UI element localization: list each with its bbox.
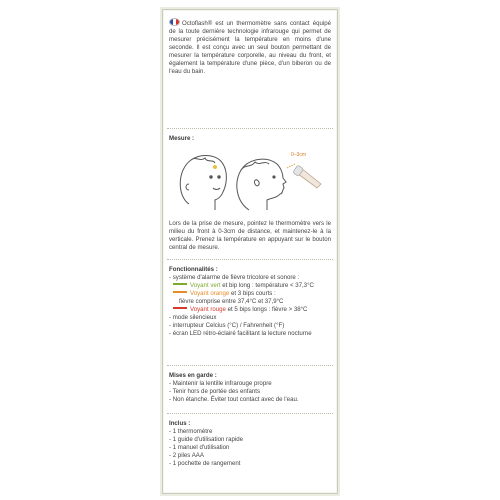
- french-flag-icon: [169, 18, 180, 26]
- feature-unit-switch: - interrupteur Celcius (°C) / Fahrenheit (°F): [169, 322, 285, 329]
- measurement-illustration: [171, 144, 331, 216]
- thermometer-icon: [293, 165, 321, 188]
- list-item: - 1 manuel d'utilisation: [169, 444, 230, 451]
- green-label: Voyant vert: [190, 282, 221, 289]
- list-item: - 1 guide d'utilisation rapide: [169, 436, 243, 443]
- feature-led-screen: - écran LED rétro-éclairé facilitant la lecture nocturne: [169, 330, 312, 337]
- child-profile-icon: [237, 159, 286, 210]
- divider: [167, 365, 333, 366]
- divider: [167, 259, 333, 260]
- distance-label: 0–3cm: [291, 152, 307, 158]
- fonctionnalites-title: Fonctionnalités :: [169, 266, 218, 273]
- forehead-target-icon: [213, 165, 217, 169]
- inclus-section: [169, 420, 331, 468]
- divider: [167, 128, 333, 129]
- list-item: - Tenir hors de portée des enfants: [169, 388, 261, 395]
- feature-alarm: - système d'alarme de fièvre tricolore et sonore :: [169, 274, 300, 281]
- inclus-title: Inclus :: [169, 420, 191, 427]
- brand-name: Octoflash®: [182, 20, 213, 27]
- orange-label: Voyant orange: [190, 290, 230, 297]
- red-bar-icon: [173, 307, 187, 309]
- intro-text: est un thermomètre sans contact équipé de la toute dernière technologie infrarouge qui permet de mesurer précisément la température en moins d'une seconde. Il est conçu avec un seul bouton permettant de mesurer la température corporelle, au niveau du front, et également la température d'une pièce, d'un biberon ou de l'eau du bain.: [169, 20, 332, 75]
- feature-orange-light: [169, 290, 331, 298]
- red-label: Voyant rouge: [190, 306, 226, 313]
- list-item: - 1 pochette de rangement: [169, 460, 241, 467]
- orange-bar-icon: [173, 291, 187, 293]
- red-text: et 5 bips longs : fièvre > 38°C: [227, 306, 308, 313]
- feature-green-light: [169, 282, 331, 290]
- child-face-icon: [180, 155, 226, 210]
- mesure-title: Mesure :: [169, 135, 195, 142]
- divider: [167, 413, 333, 414]
- list-item: - 2 piles AAA: [169, 452, 204, 459]
- mesure-text: Lors de la prise de mesure, pointez le thermomètre vers le milieu du front à 0-3cm de distance, et maintenez-le à la verticale. Prenez la température en appuyant sur le bouton central de mesure.: [169, 220, 331, 251]
- garde-section: [169, 372, 331, 404]
- orange-text: et 3 bips courts :: [231, 290, 276, 297]
- garde-title: Mises en garde :: [169, 372, 217, 379]
- green-bar-icon: [173, 283, 187, 285]
- orange-fever-range: fièvre comprise entre 37,4°C et 37,9°C: [179, 298, 284, 305]
- green-text: et bip long : température < 37,3°C: [222, 282, 314, 289]
- feature-red-light: [169, 306, 331, 314]
- feature-silent-mode: - mode silencieux: [169, 314, 217, 321]
- product-leaflet: [162, 9, 338, 494]
- intro-paragraph: [169, 18, 331, 76]
- list-item: - Maintenir la lentille infrarouge propre: [169, 380, 272, 387]
- list-item: - Non étanche. Éviter tout contact avec de l'eau.: [169, 396, 299, 403]
- list-item: - 1 thermomètre: [169, 428, 213, 435]
- fonctionnalites-section: [169, 266, 331, 338]
